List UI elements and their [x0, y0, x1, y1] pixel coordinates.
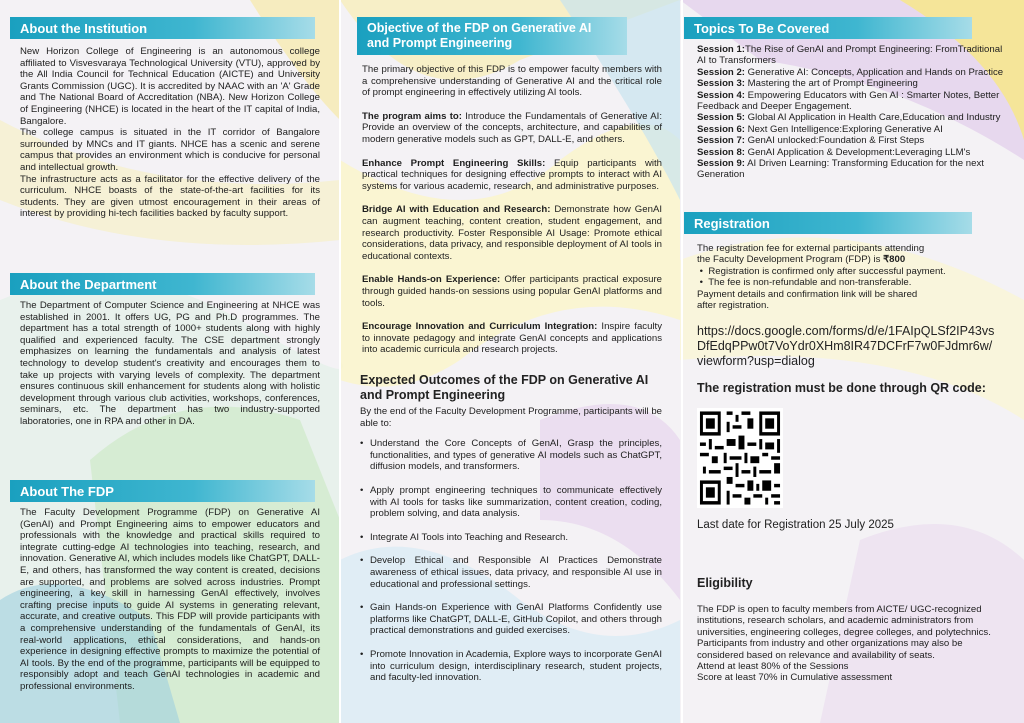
outcome-item: • Integrate AI Tools into Teaching and Research. [360, 532, 662, 544]
institution-paragraph-1: New Horizon College of Engineering is an autonomous college affiliated to Visvesvaraya Technological University (VTU), approved by the All India Council for Technical Education (AICTE) and University Grants Commission (UGC). It is accredited by NAAC with an 'A' Grade and The National Board of Accreditation (NBA). New Horizon College of Engineering (NHCE) is located in the heart of the IT capital of India, Bangalore. [20, 46, 320, 127]
aim-2 [362, 158, 662, 193]
eligibility-text [697, 604, 1009, 684]
qr-code-graphic [697, 408, 783, 508]
outcomes-block [360, 406, 662, 696]
aim-5-text: Inspire faculty to innovate pedagogy and integrate GenAI concepts and applications into academic curricula and research projects. [362, 321, 662, 356]
aim-4 [362, 274, 662, 309]
topics-header: Topics To Be Covered [684, 17, 972, 39]
outcome-item: • Gain Hands-on Experience with GenAI Platforms Confidently use platforms like ChatGPT, DALL-E, GitHub Copilot, and others through practical demonstrations and guided exercises. [360, 602, 662, 637]
registration-header: Registration [684, 212, 972, 234]
session-5 [697, 112, 1007, 123]
institution-text [20, 46, 320, 220]
outcome-item: • Promote Innovation in Academia, Explore ways to incorporate GenAI into curriculum design, interdisciplinary research, student projects, and faculty-led innovation. [360, 649, 662, 684]
eligibility-title: Eligibility [697, 576, 753, 590]
institution-paragraph-2: The college campus is situated in the IT corridor of Bangalore surrounded by MNCs and IT giants. NHCE has a scenic and serene campus that provides an environment which is conducive for personal and intellectual growth. [20, 127, 320, 173]
reg-fee-amount: ₹800 [883, 254, 906, 266]
eligibility-requirement-2: Score at least 70% in Cumulative assessment [697, 672, 893, 684]
aim-3-text: Demonstrate how GenAI can augment teaching, content creation, student engagement, and research productivity. Foster Responsible AI Usage: Promote ethical considerations, data privacy, and responsible deployment of AI tools in educational contexts. [362, 204, 663, 262]
session-1-text: The Rise of GenAI and Prompt Engineering: FromTraditional AI to Transformers [697, 44, 1003, 67]
reg-payment-line-2: after registration. [697, 300, 769, 312]
session-9 [697, 158, 1007, 181]
session-9-text: AI Driven Learning: Transforming Education for the next Generation [697, 158, 984, 181]
reg-fee-line-1: The registration fee for external participants attending [697, 243, 925, 254]
session-6-text: Next Gen Intelligence:Exploring Generative AI [745, 123, 943, 135]
session-2-text: Generative AI: Concepts, Application and Hands on Practice [745, 66, 1004, 78]
registration-details [697, 243, 997, 311]
session-2-label: Session 2: [697, 66, 745, 78]
institution-header: About the Institution [10, 17, 315, 39]
eligibility-description: The FDP is open to faculty members from AICTE/ UGC-recognized institutions, research scholars, and academic administrators from universities, engineering colleges, degree colleges, and polytechnics. Participants from industry and other organizations may also be considered based on relevance and availability of seats. [697, 604, 991, 661]
session-6 [697, 124, 1007, 135]
aim-2-text: Equip participants with practical techniques for designing effective prompts to interact with AI systems for various academic, research, and administrative purposes. [362, 157, 663, 192]
aim-2-lead: Enhance Prompt Engineering Skills: [362, 157, 546, 169]
institution-paragraph-3: The infrastructure acts as a facilitator for the effective delivery of the curriculum. NHCE boasts of the state-of-the-art facilities for its students. They are given utmost encouragement in their areas of interest by providing hi-tech facilities backed by faculty support. [20, 173, 320, 220]
session-5-text: Global AI Application in Health Care,Education and Industry [745, 112, 1001, 124]
session-4-text: Empowering Educators with Gen AI : Smarter Notes, Better Feedback and Deeper Engagement. [697, 89, 1000, 113]
registration-deadline: Last date for Registration 25 July 2025 [697, 519, 894, 531]
session-2 [697, 67, 1007, 78]
aim-4-lead: Enable Hands-on Experience: [362, 274, 501, 286]
topics-list [697, 44, 1007, 181]
session-3-text: Mastering the art of Prompt Engineering [745, 78, 918, 90]
aim-3-lead: Bridge AI with Education and Research: [362, 204, 551, 216]
outcomes-intro: By the end of the Faculty Development Programme, participants will be able to: [360, 406, 662, 429]
objective-text [362, 64, 662, 356]
department-header: About the Department [10, 273, 315, 295]
session-3-label: Session 3: [697, 78, 745, 90]
session-1 [697, 44, 1007, 67]
session-4 [697, 90, 1007, 113]
reg-fee-line-2 [697, 254, 997, 265]
reg-point-2-text: The fee is non-refundable and non-transferable. [708, 277, 912, 289]
registration-qr-code[interactable] [697, 408, 783, 508]
session-6-label: Session 6: [697, 123, 745, 135]
registration-link[interactable]: https://docs.google.com/forms/d/e/1FAIpQLSf2IP43vsDfEdqPPw0t7VoYdr0XHm8IR47DCFrF7w0FJdmr6w/viewform?usp=dialog [697, 324, 995, 368]
session-7-text: GenAI unlocked:Foundation & First Steps [745, 135, 925, 147]
aim-1-text: Introduce the Fundamentals of Generative AI: Provide an overview of the concepts, architecture, and capabilities of modern generative models such as GPT, DALL-E, and others. [362, 110, 662, 145]
qr-instruction: The registration must be done through QR code: [697, 381, 986, 395]
fdp-text: The Faculty Development Programme (FDP) on Generative AI (GenAI) and Prompt Engineering aims to empower educators and professionals with the knowledge and practical skills required to integrate cutting-edge AI technologies into teaching, research, and innovation. Generative AI, which includes models like ChatGPT, DALL-E, and others, has transformed the way content is created, decisions are supported, and problems are solved across industries. Prompt engineering, a key skill in harnessing GenAI effectively, involves crafting precise inputs to guide AI systems in generating relevant, accurate, and creative outputs. This FDP will provide participants with a comprehensive understanding of the fundamentals of GenAI, its real-world applications, ethical considerations, and hands-on experience in designing effective prompts to maximize the potential of AI tools. By the end of the programme, participants will be equipped to responsibly adopt and teach GenAI technologies in academic and professional environments. [20, 507, 320, 692]
outcomes-title: Expected Outcomes of the FDP on Generative AI and Prompt Engineering [360, 373, 649, 402]
aim-5-lead: Encourage Innovation and Curriculum Integration: [362, 321, 598, 333]
outcome-item: • Develop Ethical and Responsible AI Practices Demonstrate awareness of ethical issues, data privacy, and responsible AI use in educational and professional settings. [360, 555, 662, 590]
session-1-label: Session 1: [697, 44, 745, 55]
session-9-label: Session 9: [697, 158, 745, 170]
outcomes-list [360, 438, 662, 684]
session-5-label: Session 5: [697, 112, 745, 124]
session-8 [697, 147, 1007, 158]
session-7 [697, 135, 1007, 146]
aim-3 [362, 204, 662, 262]
reg-payment-line-1: Payment details and confirmation link will be shared [697, 288, 918, 300]
outcome-item: • Understand the Core Concepts of GenAI, Grasp the principles, functionalities, and types of generative AI models such as ChatGPT, diffusion models, and transformers. [360, 438, 662, 473]
outcome-item: • Apply prompt engineering techniques to communicate effectively with AI tools for tasks like summarization, content creation, coding, problem solving, and data analysis. [360, 485, 662, 520]
session-3 [697, 78, 1007, 89]
reg-fee-prefix: the Faculty Development Program (FDP) is [697, 254, 884, 266]
eligibility-requirement-1: Attend at least 80% of the Sessions [697, 661, 849, 673]
aim-4-text: Offer participants practical exposure through guided hands-on sessions using popular GenAI platforms and tools. [362, 274, 663, 309]
session-7-label: Session 7: [697, 135, 745, 147]
aim-1-lead: The program aims to: [362, 110, 462, 122]
aim-5 [362, 321, 662, 356]
objective-intro: The primary objective of this FDP is to empower faculty members with a comprehensive understanding of Generative AI and the critical role of prompt engineering in effectively utilizing AI tools. [362, 64, 662, 99]
department-text: The Department of Computer Science and Engineering at NHCE was established in 2001. It offers UG, PG and Ph.D programmes. The department has a total strength of 1000+ students along with highly qualified and experienced faculty. The CSE department strongly emphasizes on learning the fundamentals and analysis of latest technology to develop student's creativity and encourages them to take up projects with varying levels of complexity. The department ensures continuous skill enhancement for students along with holistic development through various club activities, workshops, conferences, seminars, etc. The department has two industry-supported laboratories, one in RPA and other in DA. [20, 300, 320, 427]
fdp-header: About The FDP [10, 480, 315, 502]
reg-point-1-text: Registration is confirmed only after successful payment. [708, 265, 946, 277]
objective-header: Objective of the FDP on Generative AI and Prompt Engineering [357, 17, 627, 55]
aim-1 [362, 111, 662, 146]
reg-point-1: • Registration is confirmed only after successful payment. [697, 265, 946, 277]
reg-point-2: • The fee is non-refundable and non-transferable. [697, 277, 912, 289]
session-8-text: GenAI Application & Development:Leveraging LLM's [745, 146, 971, 158]
session-4-label: Session 4: [697, 89, 745, 101]
session-8-label: Session 8: [697, 146, 745, 158]
